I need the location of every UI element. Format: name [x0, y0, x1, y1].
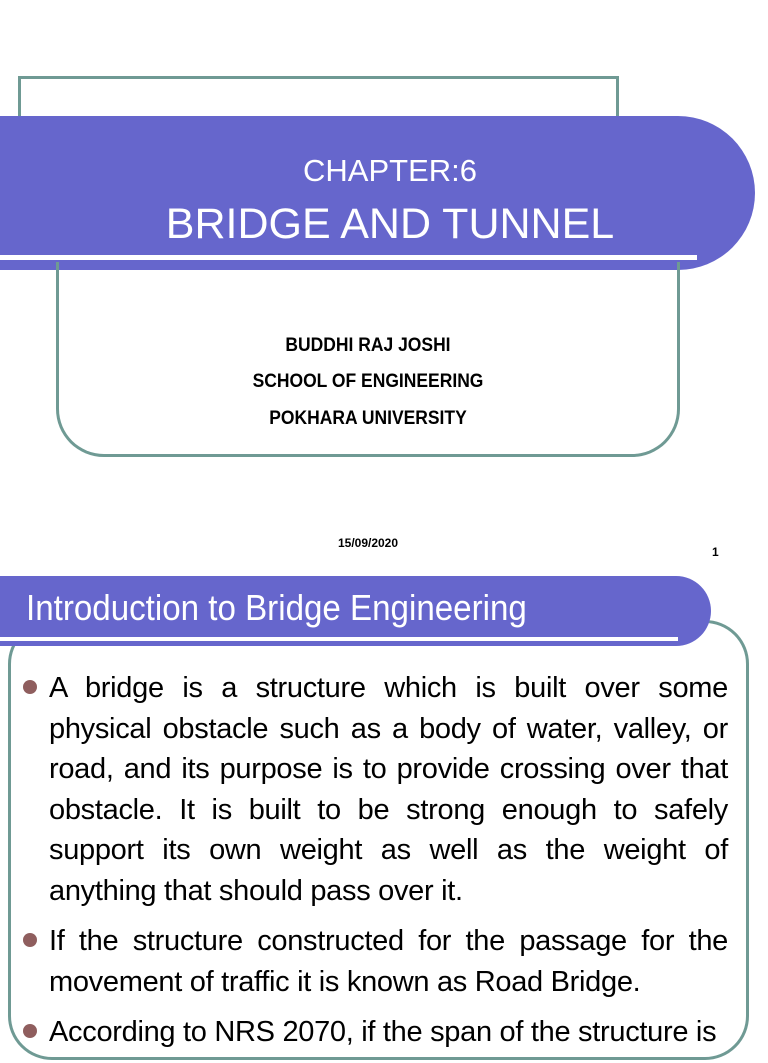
- list-item: [20, 1012, 728, 1053]
- bullet-dot-icon: [23, 680, 37, 694]
- title-banner-underline: [0, 255, 697, 260]
- list-item: [20, 668, 728, 911]
- section-banner-underline: [0, 637, 678, 641]
- chapter-label: CHAPTER:6: [303, 153, 477, 188]
- list-item: [20, 921, 728, 1002]
- bullet-dot-icon: [23, 933, 37, 947]
- bullet-text: According to NRS 2070, if the span of the structure is: [49, 1016, 717, 1048]
- chapter-title: BRIDGE AND TUNNEL: [165, 200, 615, 248]
- bullet-text: A bridge is a structure which is built over some physical obstacle such as a body of water, valley, or road, and its purpose is to provide crossing over that obstacle. It is built to be strong enough to safely support its own weight as well as the weight of anything that should pass over it.: [49, 672, 728, 907]
- bullet-dot-icon: [23, 1024, 37, 1038]
- bullet-list: [20, 668, 728, 1063]
- slide-date: 15/09/2020: [337, 536, 399, 550]
- section-title: Introduction to Bridge Engineering: [26, 587, 527, 628]
- university-name: POKHARA UNIVERSITY: [269, 408, 467, 429]
- bullet-text: If the structure constructed for the passage for the movement of traffic it is known as Road Bridge.: [49, 925, 728, 998]
- author-name: BUDDHI RAJ JOSHI: [285, 335, 451, 356]
- school-name: SCHOOL OF ENGINEERING: [252, 371, 484, 392]
- slide-number: 1: [712, 545, 719, 559]
